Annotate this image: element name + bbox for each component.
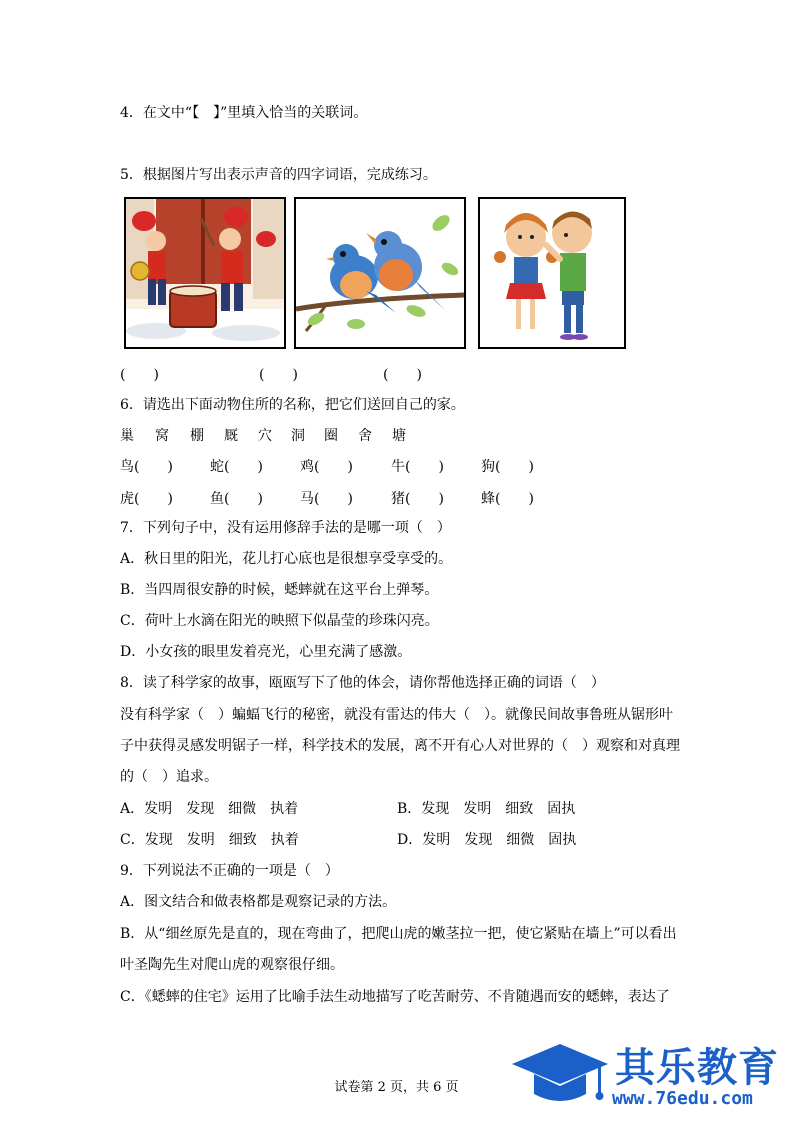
q7-option-d[interactable]: D．小女孩的眼里发着亮光，心里充满了感激。 [120, 644, 412, 660]
animal-blank[interactable]: 虎( ) [120, 491, 173, 507]
q8-option-b[interactable]: B．发现 发明 细致 固执 [397, 801, 576, 817]
word-item: 巢 [120, 428, 134, 444]
animal-blank[interactable]: 蛇( ) [210, 459, 263, 475]
animal-blank[interactable]: 鱼( ) [210, 491, 263, 507]
animal-blank[interactable]: 马( ) [300, 491, 353, 507]
word-item: 洞 [291, 428, 305, 444]
picture-drums-gongs [124, 197, 286, 349]
q8-passage-line: 没有科学家（ ）蝙蝠飞行的秘密，就没有雷达的伟大（ ）。就像民间故事鲁班从锯形叶 [120, 707, 673, 723]
q9-option-a[interactable]: A．图文结合和做表格都是观察记录的方法。 [120, 894, 397, 910]
word-item: 塘 [392, 428, 406, 444]
animal-blank[interactable]: 狗( ) [481, 459, 534, 475]
logo-name: 其乐教育 [615, 1045, 779, 1091]
q7-option-c[interactable]: C．荷叶上水滴在阳光的映照下似晶莹的珍珠闪亮。 [120, 613, 439, 629]
q8-option-d[interactable]: D．发明 发现 细微 固执 [397, 832, 577, 848]
question-6: 6．请选出下面动物住所的名称，把它们送回自己的家。 [120, 397, 465, 413]
q9-option-c[interactable]: C．《蟋蟀的住宅》运用了比喻手法生动地描写了吃苦耐劳、不肯随遇而安的蟋蟀，表达了 [120, 989, 670, 1005]
graduation-cap-icon [510, 1038, 610, 1118]
q8-option-c[interactable]: C．发现 发明 细致 执着 [120, 832, 299, 848]
word-item: 穴 [258, 428, 272, 444]
q7-option-b[interactable]: B．当四周很安静的时候，蟋蟀就在这平台上弹琴。 [120, 582, 439, 598]
kids-illustration [480, 199, 624, 347]
picture-birds [294, 197, 466, 349]
birds-illustration [296, 199, 464, 347]
animal-blank[interactable]: 猪( ) [391, 491, 444, 507]
question-8: 8．读了科学家的故事，瓯瓯写下了他的体会，请你帮他选择正确的词语（ ） [120, 675, 605, 691]
answer-blank-2[interactable]: ( ) [259, 367, 298, 383]
animal-blank[interactable]: 蜂( ) [481, 491, 534, 507]
watermark-logo [510, 1034, 792, 1118]
picture-kids-whispering [478, 197, 626, 349]
word-item: 棚 [190, 428, 204, 444]
question-4: 4．在文中“【 】”里填入恰当的关联词。 [120, 105, 368, 121]
q9-option-b[interactable]: B．从“细丝原先是直的，现在弯曲了，把爬山虎的嫩茎拉一把，使它紧贴在墙上”可以看出 [120, 926, 677, 942]
page-footer: 试卷第 2 页，共 6 页 [334, 1080, 459, 1095]
word-item: 舍 [358, 428, 372, 444]
q8-passage-line: 子中获得灵感发明锯子一样，科学技术的发展，离不开有心人对世界的（ ）观察和对真理 [120, 738, 680, 754]
logo-url: www.76edu.com [612, 1088, 753, 1109]
q9-option-b-cont: 叶圣陶先生对爬山虎的观察很仔细。 [120, 957, 344, 973]
drum-gong-illustration [126, 199, 284, 347]
question-9: 9．下列说法不正确的一项是（ ） [120, 863, 339, 879]
q8-option-a[interactable]: A．发明 发现 细微 执着 [120, 801, 299, 817]
q8-passage-line: 的（ ）追求。 [120, 769, 218, 785]
animal-blank[interactable]: 鸡( ) [300, 459, 353, 475]
animal-blank[interactable]: 鸟( ) [120, 459, 173, 475]
question-5: 5．根据图片写出表示声音的四字词语，完成练习。 [120, 167, 437, 183]
word-item: 窝 [155, 428, 169, 444]
word-item: 厩 [224, 428, 238, 444]
question-7: 7．下列句子中，没有运用修辞手法的是哪一项（ ） [120, 520, 451, 536]
word-item: 圈 [324, 428, 338, 444]
answer-blank-1[interactable]: ( ) [120, 367, 159, 383]
q7-option-a[interactable]: A．秋日里的阳光，花儿打心底也是很想享受享受的。 [120, 551, 453, 567]
answer-blank-3[interactable]: ( ) [383, 367, 422, 383]
animal-blank[interactable]: 牛( ) [391, 459, 444, 475]
